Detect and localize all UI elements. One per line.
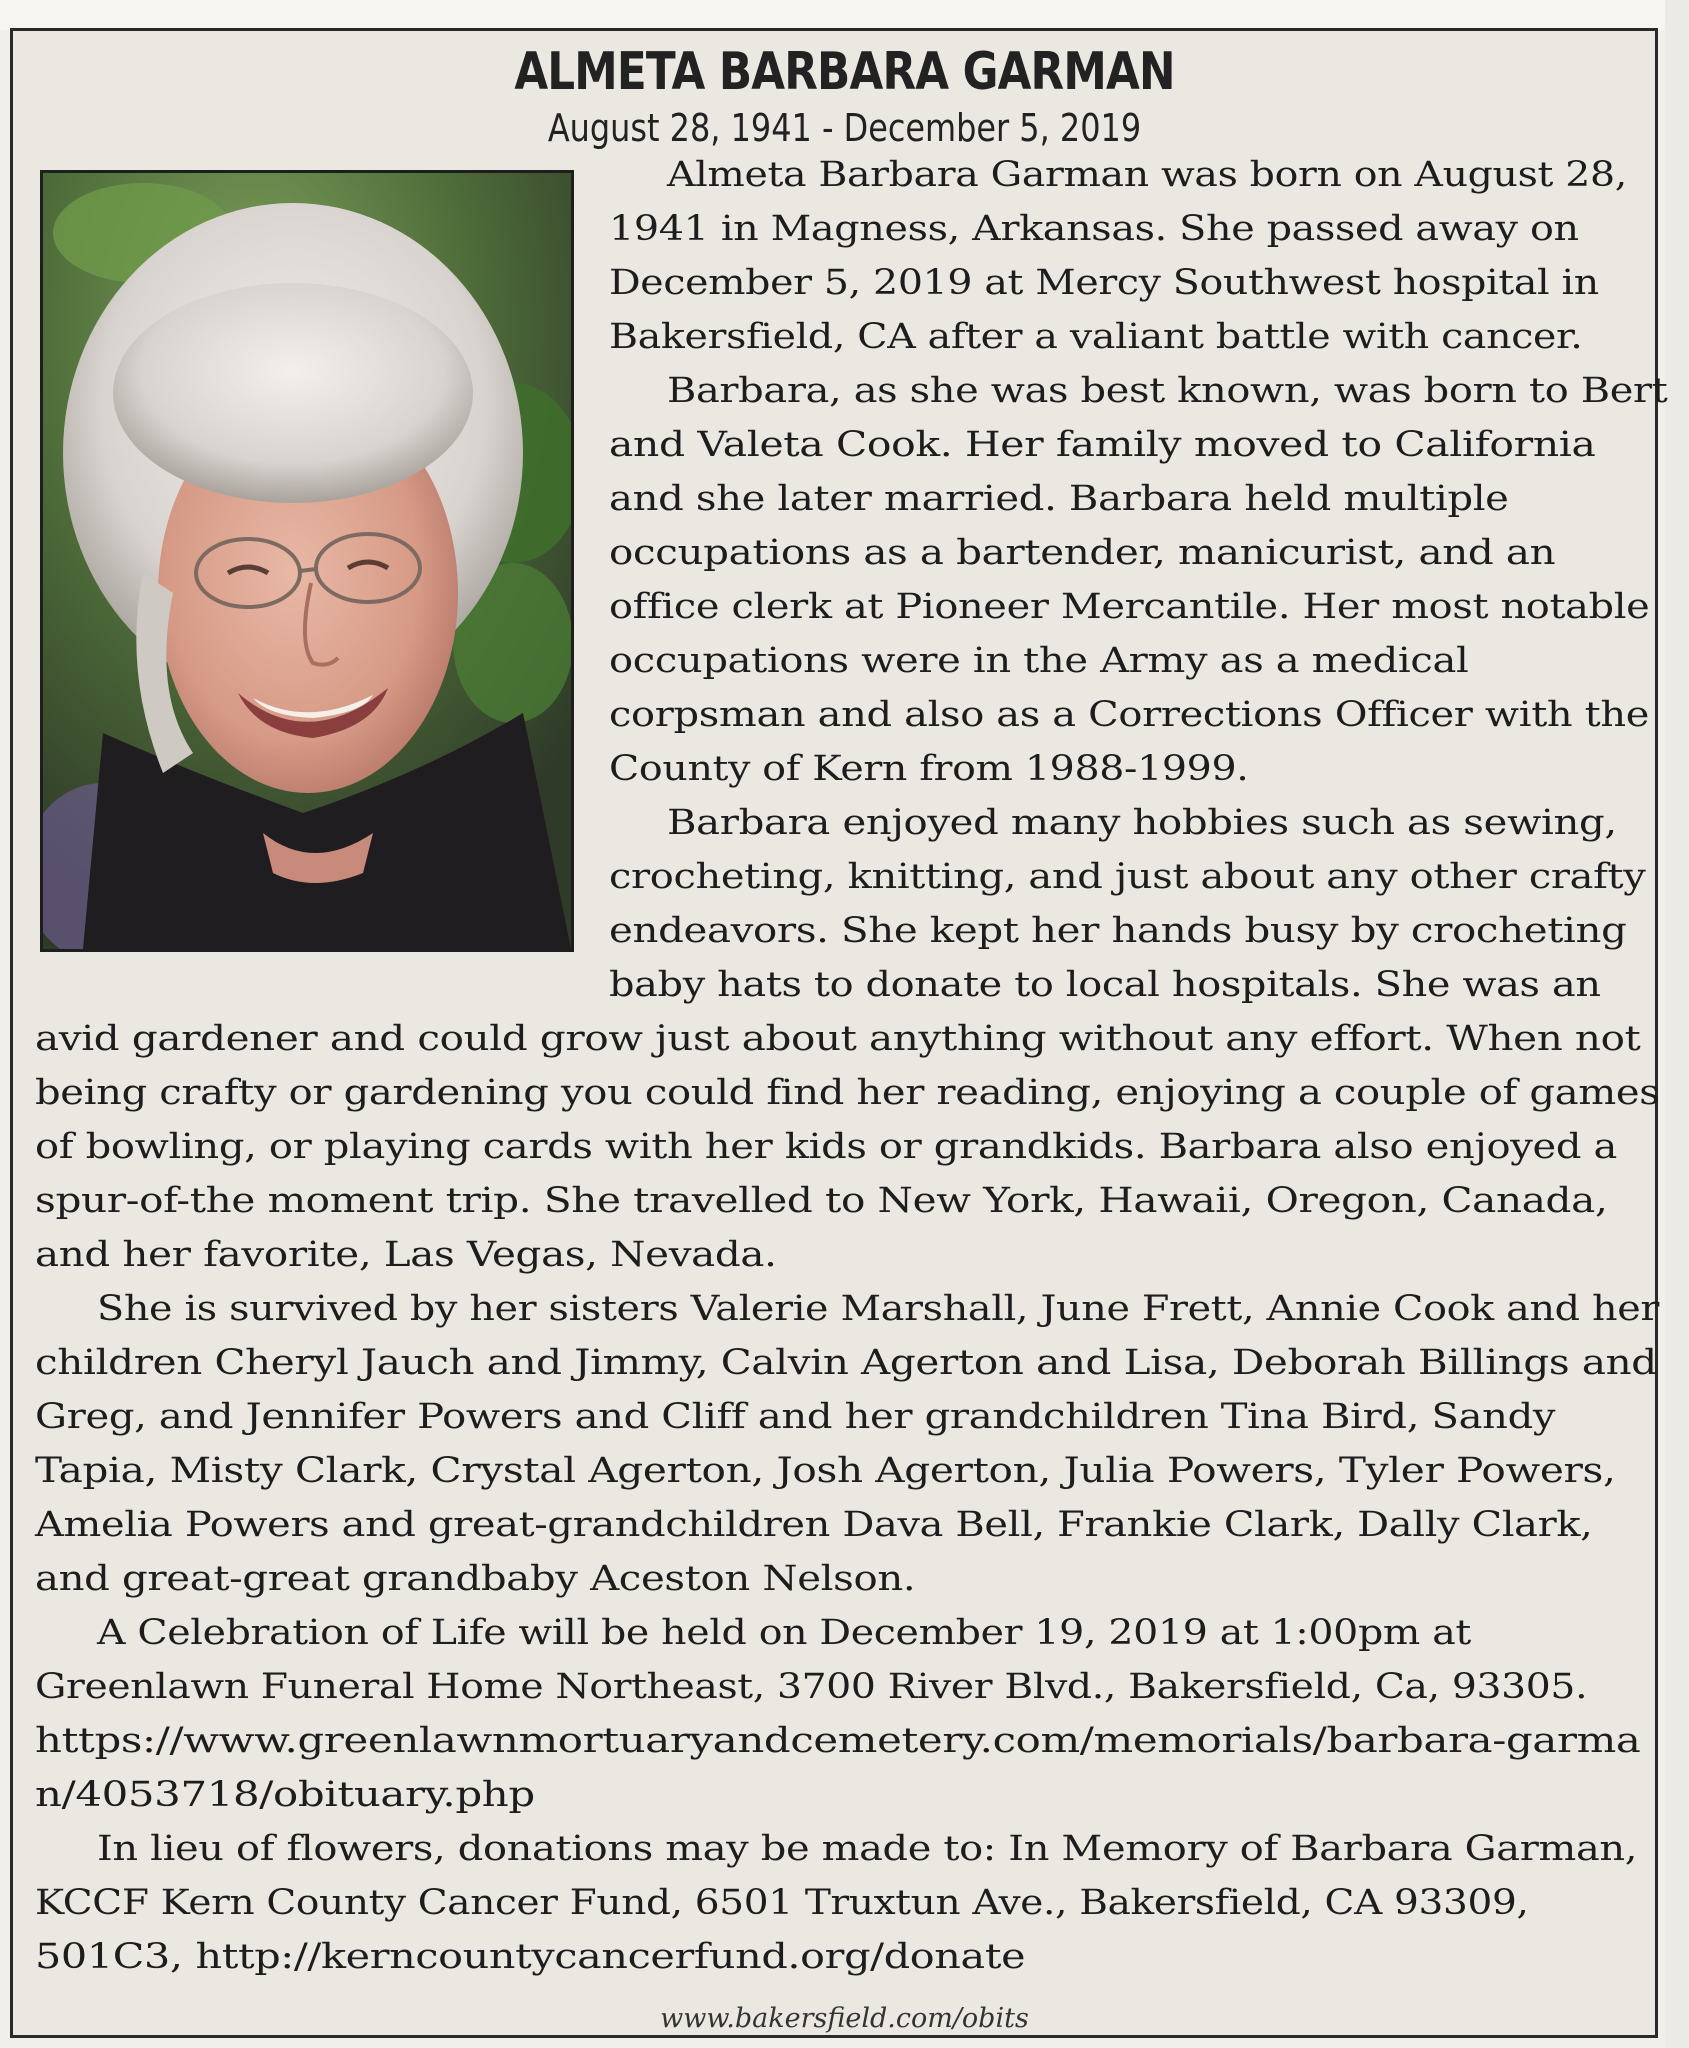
obituary-dates: August 28, 1941 - December 5, 2019: [547, 106, 1142, 150]
portrait-photo: [40, 170, 574, 952]
body-line: occupations were in the Army as a medical: [609, 641, 1469, 681]
body-line: and great-great grandbaby Aceston Nelson.: [35, 1559, 916, 1599]
body-line: office clerk at Pioneer Mercantile. Her most notable: [609, 587, 1650, 627]
body-line: Barbara, as she was best known, was born to Bert: [667, 371, 1668, 411]
body-line: corpsman and also as a Corrections Officer with the: [609, 695, 1650, 735]
body-line: Greenlawn Funeral Home Northeast, 3700 River Blvd., Bakersfield, Ca, 93305.: [35, 1667, 1588, 1707]
body-line: In lieu of flowers, donations may be made to: In Memory of Barbara Garman,: [97, 1829, 1638, 1869]
body-line: avid gardener and could grow just about anything without any effort. When not: [35, 1019, 1641, 1059]
body-line: Bakersfield, CA after a valiant battle with cancer.: [609, 317, 1583, 357]
body-line: occupations as a bartender, manicurist, and an: [609, 533, 1556, 573]
body-line: crocheting, knitting, and just about any other crafty: [609, 857, 1646, 897]
body-line: Tapia, Misty Clark, Crystal Agerton, Josh Agerton, Julia Powers, Tyler Powers,: [35, 1451, 1616, 1491]
body-line: and she later married. Barbara held multiple: [609, 479, 1509, 519]
body-line: Barbara enjoyed many hobbies such as sewing,: [667, 803, 1617, 843]
body-line: Amelia Powers and great-grandchildren Dava Bell, Frankie Clark, Dally Clark,: [35, 1505, 1593, 1545]
body-line: December 5, 2019 at Mercy Southwest hospital in: [609, 263, 1599, 303]
body-line: n/4053718/obituary.php: [35, 1775, 535, 1815]
body-line: children Cheryl Jauch and Jimmy, Calvin Agerton and Lisa, Deborah Billings and: [35, 1343, 1657, 1383]
body-line: baby hats to donate to local hospitals. She was an: [609, 965, 1601, 1005]
body-line: Greg, and Jennifer Powers and Cliff and her grandchildren Tina Bird, Sandy: [35, 1397, 1556, 1437]
body-line: spur-of-the moment trip. She travelled to New York, Hawaii, Oregon, Canada,: [35, 1181, 1608, 1221]
body-line: 1941 in Magness, Arkansas. She passed away on: [609, 209, 1579, 249]
footer-url: www.bakersfield.com/obits: [660, 2003, 1029, 2034]
body-line: A Celebration of Life will be held on December 19, 2019 at 1:00pm at: [97, 1613, 1471, 1653]
body-line: and Valeta Cook. Her family moved to California: [609, 425, 1596, 465]
page-right-edge: [1665, 0, 1689, 2048]
body-line: https://www.greenlawnmortuaryandcemetery.com/memorials/barbara-garma: [35, 1721, 1641, 1761]
body-line: being crafty or gardening you could find her reading, enjoying a couple of games: [35, 1073, 1660, 1113]
body-line: endeavors. She kept her hands busy by crocheting: [609, 911, 1627, 951]
page-top-edge: [0, 0, 1689, 30]
body-line: Almeta Barbara Garman was born on August 28,: [667, 155, 1627, 195]
body-line: KCCF Kern County Cancer Fund, 6501 Truxtun Ave., Bakersfield, CA 93309,: [35, 1883, 1529, 1923]
body-line: and her favorite, Las Vegas, Nevada.: [35, 1235, 777, 1275]
body-line: of bowling, or playing cards with her kids or grandkids. Barbara also enjoyed a: [35, 1127, 1617, 1167]
obituary-name: ALMETA BARBARA GARMAN: [514, 42, 1175, 102]
body-line: County of Kern from 1988-1999.: [609, 749, 1249, 789]
body-line: 501C3, http://kerncountycancerfund.org/donate: [35, 1937, 1026, 1977]
body-line: She is survived by her sisters Valerie Marshall, June Frett, Annie Cook and her: [97, 1289, 1659, 1329]
